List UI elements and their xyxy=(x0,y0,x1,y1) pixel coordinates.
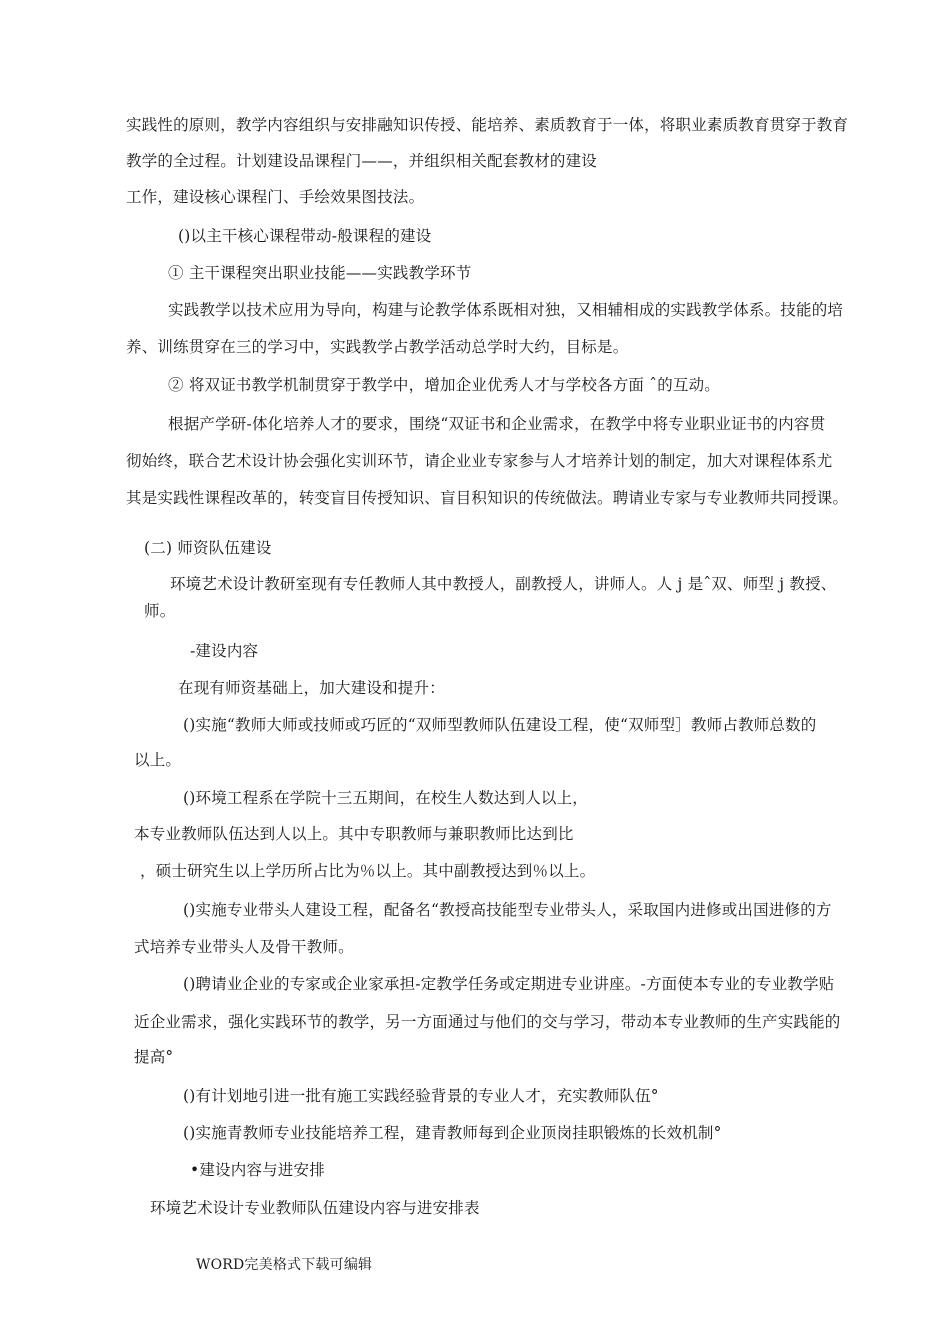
text-line: ()实施青教师专业技能培养工程，建青教师每到企业顶岗挂职锻炼的长效机制° xyxy=(183,1124,722,1142)
section-heading: ()以主干核心课程带动-般课程的建设 xyxy=(178,227,432,245)
text-line: 实践教学以技术应用为导向，构建与论教学体系既相对独，又相辅相成的实践教学体系。技能的培 xyxy=(168,301,844,319)
text-line: 其是实践性课程改革的，转变盲目传授知识、盲目积知识的传统做法。聘请业专家与专业教师共同授课。 xyxy=(126,489,849,507)
text-line: ()实施“教师大师或技师或巧匠的“双师型教师队伍建设工程，使“双师型］教师占教师总数的 xyxy=(183,716,817,734)
subsection-heading: •建设内容与进安排 xyxy=(190,1161,325,1179)
text-line: 环境艺术设计教研室现有专任教师人其中教授人，副教授人，讲师人。人 j 是ˆ双、师型 j 教授、 xyxy=(170,575,837,593)
text-line: ，硕士研究生以上学历所占比为％以上。其中副教授达到％以上。 xyxy=(140,862,596,880)
text-line: ()实施专业带头人建设工程，配备名“教授高技能型专业带头人，采取国内进修或出国进修的方 xyxy=(183,901,832,919)
text-line: 彻始终，联合艺术设计协会强化实训环节，请企业业专家参与人才培养计划的制定，加大对课程体系尤 xyxy=(126,452,833,470)
text-line: 工作，建设核心课程门、手绘效果图技法。 xyxy=(126,188,425,206)
list-item-heading: ① 主干课程突出职业技能——实践教学环节 xyxy=(168,264,472,282)
text-line: 提高° xyxy=(134,1048,174,1066)
list-item-heading: ② 将双证书教学机制贯穿于教学中，增加企业优秀人才与学校各方面 ˆ的互动。 xyxy=(168,376,721,394)
text-line: 教学的全过程。计划建设品课程门——，并组织相关配套教材的建设 xyxy=(126,152,598,170)
text-line: 师。 xyxy=(144,602,176,620)
page-footer: WORD完美格式下载可编辑 xyxy=(196,1257,373,1273)
text-line: 式培养专业带头人及骨干教师。 xyxy=(134,938,354,956)
text-line: 养、训练贯穿在三的学习中，实践教学占教学活动总学时大约，目标是。 xyxy=(126,338,629,356)
section-heading: (二) 师资队伍建设 xyxy=(144,539,272,557)
text-line: 在现有师资基础上，加大建设和提升： xyxy=(178,679,445,697)
text-line: 实践性的原则，教学内容组织与安排融知识传授、能培养、素质教育于一体，将职业素质教育贯穿于教育 xyxy=(126,116,849,134)
text-line: 根据产学研-体化培养人才的要求，围绕“双证书和企业需求，在教学中将专业职业证书的内容贯 xyxy=(168,415,826,433)
table-caption: 环境艺术设计专业教师队伍建设内容与进安排表 xyxy=(150,1199,480,1217)
text-line: 以上。 xyxy=(134,751,182,769)
text-line: 本专业教师队伍达到人以上。其中专职教师与兼职教师比达到比 xyxy=(134,825,574,843)
text-line: ()有计划地引进一批有施工实践经验背景的专业人才，充实教师队伍° xyxy=(183,1087,659,1105)
text-line: ()聘请业企业的专家或企业家承担-定教学任务或定期进专业讲座。-方面使本专业的专业教学贴 xyxy=(183,975,835,993)
text-line: ()环境工程系在学院十三五期间，在校生人数达到人以上， xyxy=(183,789,588,807)
text-line: 近企业需求，强化实践环节的教学，另一方面通过与他们的交与学习，带动本专业教师的生产实践能的 xyxy=(134,1013,841,1031)
subsection-heading: -建设内容 xyxy=(190,642,259,660)
